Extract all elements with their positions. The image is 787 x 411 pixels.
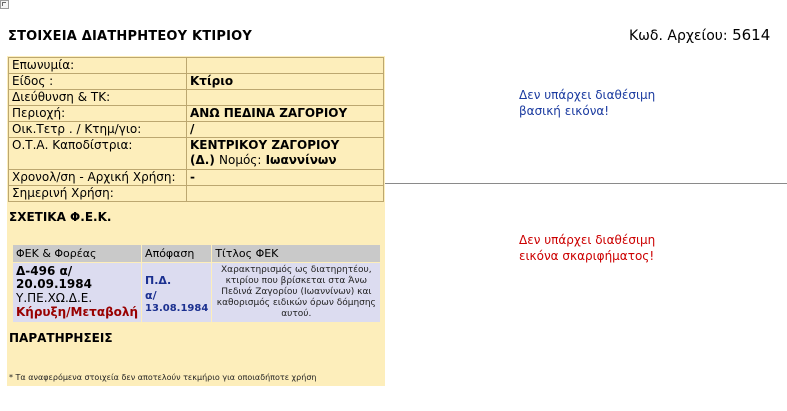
no-sketch-line1: Δεν υπάρχει διαθέσιμη [519,233,656,247]
no-image-line2: βασική εικόνα! [519,104,610,118]
info-label: Σημερινή Χρήση: [9,186,187,202]
no-sketch-line2: εικόνα σκαριφήματος! [519,249,655,263]
info-value [187,90,384,106]
page-title: ΣΤΟΙΧΕΙΑ ΔΙΑΤΗΡΗΤΕΟΥ ΚΤΙΡΙΟΥ [8,29,253,44]
decision-date: 13.08.1984 [145,303,209,314]
fek-section-title: ΣΧΕΤΙΚΑ Φ.Ε.Κ. [9,210,112,224]
prefecture-label: Νομός: [219,153,262,167]
info-value: ΑΝΩ ΠΕΔΙΝΑ ΖΑΓΟΡΙΟΥ [187,106,384,122]
municipality-line2 [190,153,380,168]
fek-column-header: Τίτλος ΦΕΚ [212,245,381,263]
info-row [9,170,384,186]
no-main-image-message [519,87,655,119]
info-label: Ο.Τ.Α. Καποδίστρια: [9,138,187,170]
document-icon [0,0,9,9]
remarks-title: ΠΑΡΑΤΗΡΗΣΕΙΣ [9,331,113,345]
fek-title-text: Χαρακτηρισμός ως διατηρητέου, κτιρίου που βρίσκεται στα Άνω Πεδινά Ζαγορίου (Ιωαννίνων) και καθορισμός ειδικών όρων δόμησης αυτού. [216,265,376,319]
info-value: Κτίριο [187,74,384,90]
info-row [9,138,384,170]
fek-column-header: Απόφαση [142,245,212,263]
fek-row [13,263,381,323]
info-row [9,90,384,106]
fek-header-row [13,245,381,263]
fek-table [12,244,381,323]
building-info-table [8,57,384,202]
archive-label: Κωδ. Αρχείου: [629,28,728,44]
info-row [9,74,384,90]
fek-date: 20.09.1984 [16,277,92,291]
fek-cell [13,263,142,323]
decision-type: Π.Δ. [145,274,172,287]
info-panel [7,56,385,386]
municipality-name: ΚΕΝΤΡΙΚΟΥ ΖΑΓΟΡΙΟΥ [190,138,340,152]
no-image-line1: Δεν υπάρχει διαθέσιμη [519,88,656,102]
fek-agency: Υ.ΠΕ.ΧΩ.Δ.Ε. [16,291,93,305]
info-row [9,106,384,122]
info-label: Χρονολ/ση - Αρχική Χρήση: [9,170,187,186]
info-label: Επωνυμία: [9,58,187,74]
info-value [187,186,384,202]
info-label: Οικ.Τετρ . / Κτημ/γιο: [9,122,187,138]
municipality-type: (Δ.) [190,153,215,167]
prefecture-name: Ιωαννίνων [265,153,337,167]
disclaimer-footnote: * Τα αναφερόμενα στοιχεία δεν αποτελούν τεκμήριο για οποιαδήποτε χρήση [9,373,317,382]
info-row [9,122,384,138]
fek-number: Δ-496 α/ [16,264,73,278]
info-label: Είδος : [9,74,187,90]
info-value: - [187,170,384,186]
decision-cell [142,263,212,323]
info-row [9,58,384,74]
fek-action-link[interactable]: Κήρυξη/Μεταβολή [16,305,139,319]
info-label: Διεύθυνση & ΤΚ: [9,90,187,106]
decision-suffix: α/ [145,289,157,302]
no-sketch-image-message [519,232,655,264]
divider [385,183,787,184]
archive-number: 5614 [732,26,771,44]
archive-code [629,26,770,44]
info-value: / [187,122,384,138]
fek-title-cell [212,263,381,323]
fek-column-header: ΦΕΚ & Φορέας [13,245,142,263]
info-row [9,186,384,202]
info-label: Περιοχή: [9,106,187,122]
info-value [187,138,384,170]
info-value [187,58,384,74]
